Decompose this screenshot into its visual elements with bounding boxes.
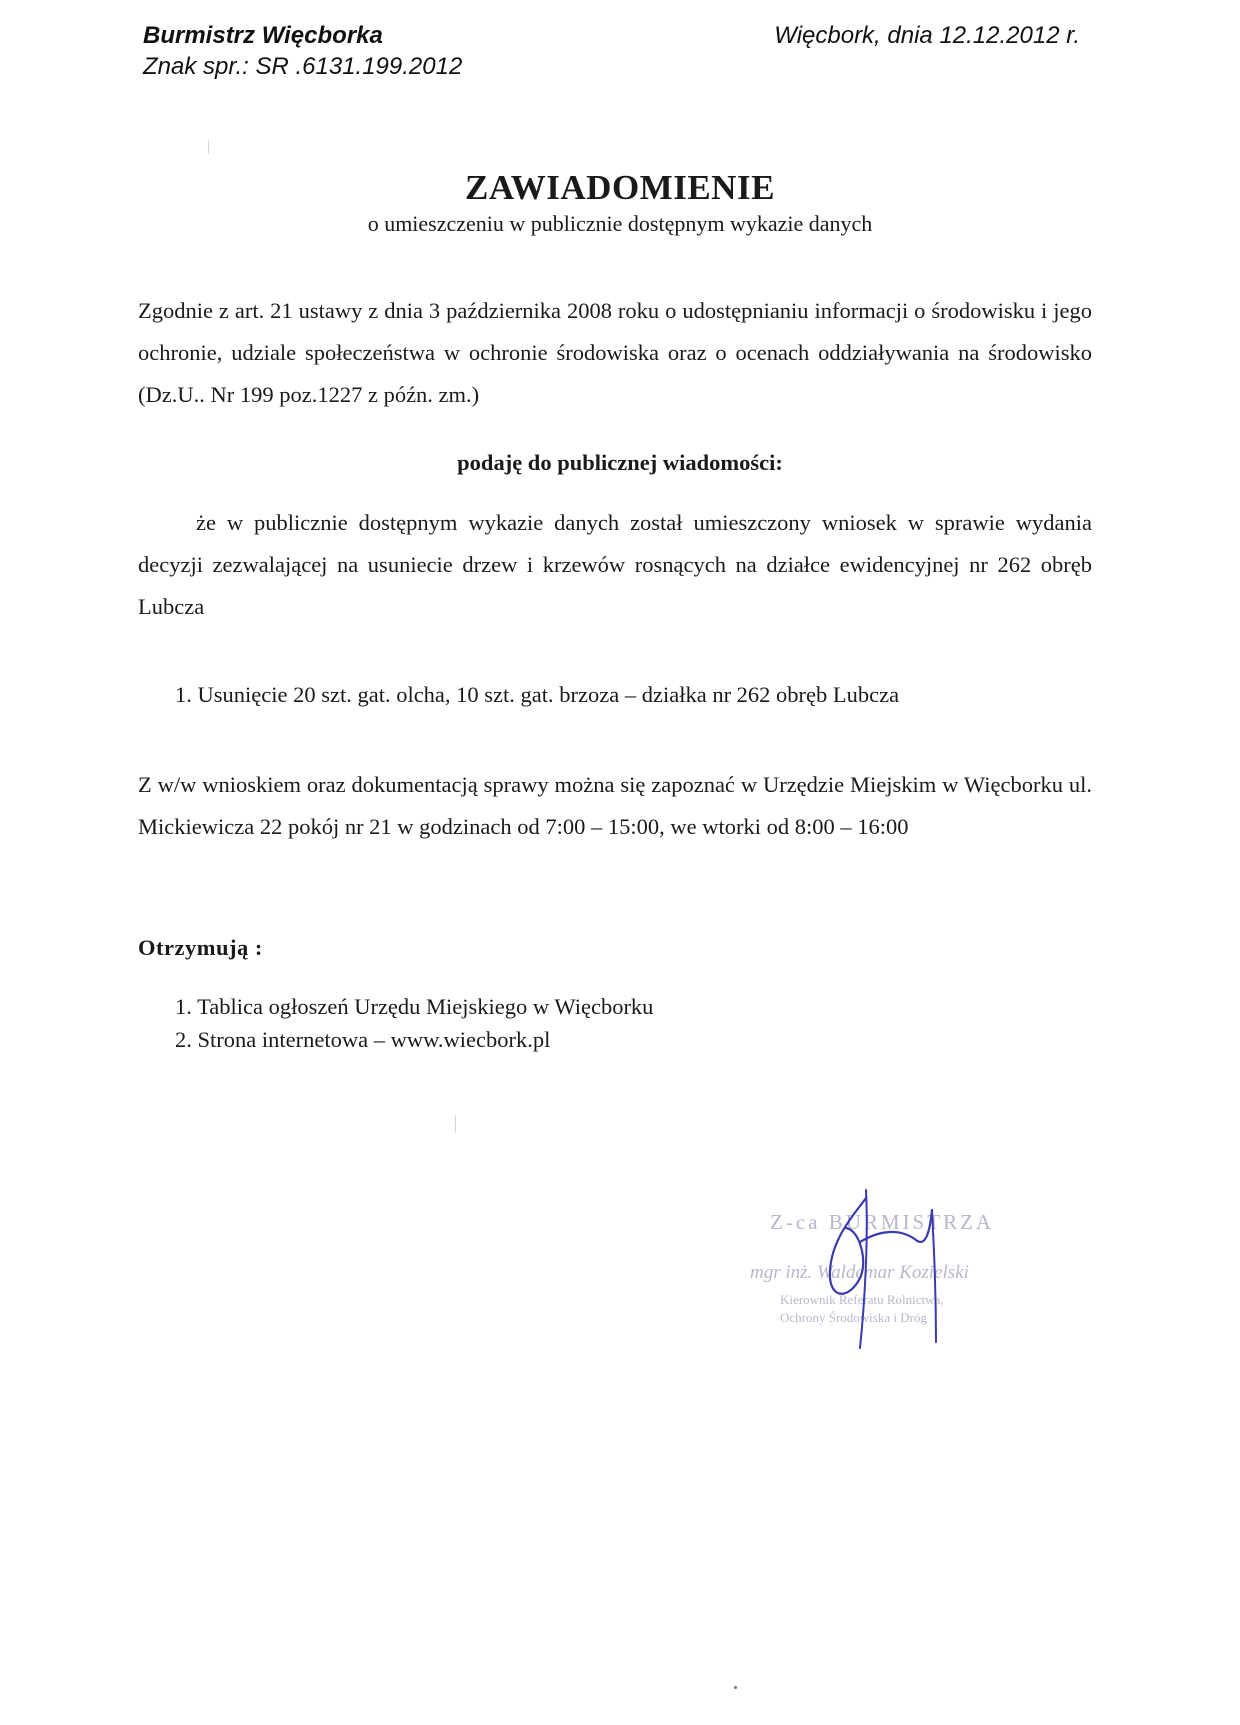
document-subtitle: o umieszczeniu w publicznie dostępnym wykazie danych (367, 211, 873, 236)
stamp-line: Ochrony Środowiska i Dróg (780, 1310, 927, 1325)
list-item: 2. Strona internetowa – www.wiecbork.pl (175, 1027, 551, 1052)
place-date: Więcbork, dnia 12.12.2012 r. (774, 22, 1080, 49)
removal-items-list (175, 682, 899, 708)
notice-body-paragraph: że w publicznie dostępnym wykazie danych został umieszczony wniosek w sprawie wydania decyzji zezwalającej na usuniecie drzew i krzewów rosnących na działce ewidencyjnej nr 262 obręb Lubcza (138, 510, 1092, 619)
scan-artifact (734, 1686, 737, 1689)
recipients-heading: Otrzymują : (138, 935, 263, 960)
announcement-line: podaję do publicznej wiadomości: (457, 450, 783, 475)
issuer-name: Burmistrz Więcborka (143, 22, 383, 49)
handwritten-signature (740, 1170, 1050, 1360)
stamp-line: mgr inż. Waldemar Kozielski (750, 1262, 969, 1283)
case-reference: Znak spr.: SR .6131.199.2012 (143, 53, 463, 80)
list-item: 1. Usunięcie 20 szt. gat. olcha, 10 szt. gat. brzoza – działka nr 262 obręb Lubcza (175, 682, 900, 707)
list-item: 1. Tablica ogłoszeń Urzędu Miejskiego w Więcborku (175, 994, 654, 1019)
legal-basis-paragraph: Zgodnie z art. 21 ustawy z dnia 3 października 2008 roku o udostępnianiu informacji o środowisku i jego ochronie, udziale społeczeństwa w ochronie środowiska oraz o ocenach oddziaływania na środowisko (Dz.U.. Nr 199 poz.1227 z późn. zm.) (138, 298, 1092, 407)
document-title: ZAWIADOMIENIE (465, 168, 775, 207)
stamp-line: Z-ca BURMISTRZA (770, 1210, 995, 1234)
letterhead (143, 20, 462, 82)
scan-artifact (208, 140, 209, 154)
stamp-line: Kierownik Referatu Rolnictwa, (780, 1292, 944, 1307)
recipients-list (175, 990, 653, 1056)
inspection-info-paragraph: Z w/w wnioskiem oraz dokumentacją sprawy można się zapoznać w Urzędzie Miejskim w Więcborku ul. Mickiewicza 22 pokój nr 21 w godzinach od 7:00 – 15:00, we wtorki od 8:00 – 16:00 (138, 772, 1092, 839)
scan-artifact (455, 1115, 456, 1133)
